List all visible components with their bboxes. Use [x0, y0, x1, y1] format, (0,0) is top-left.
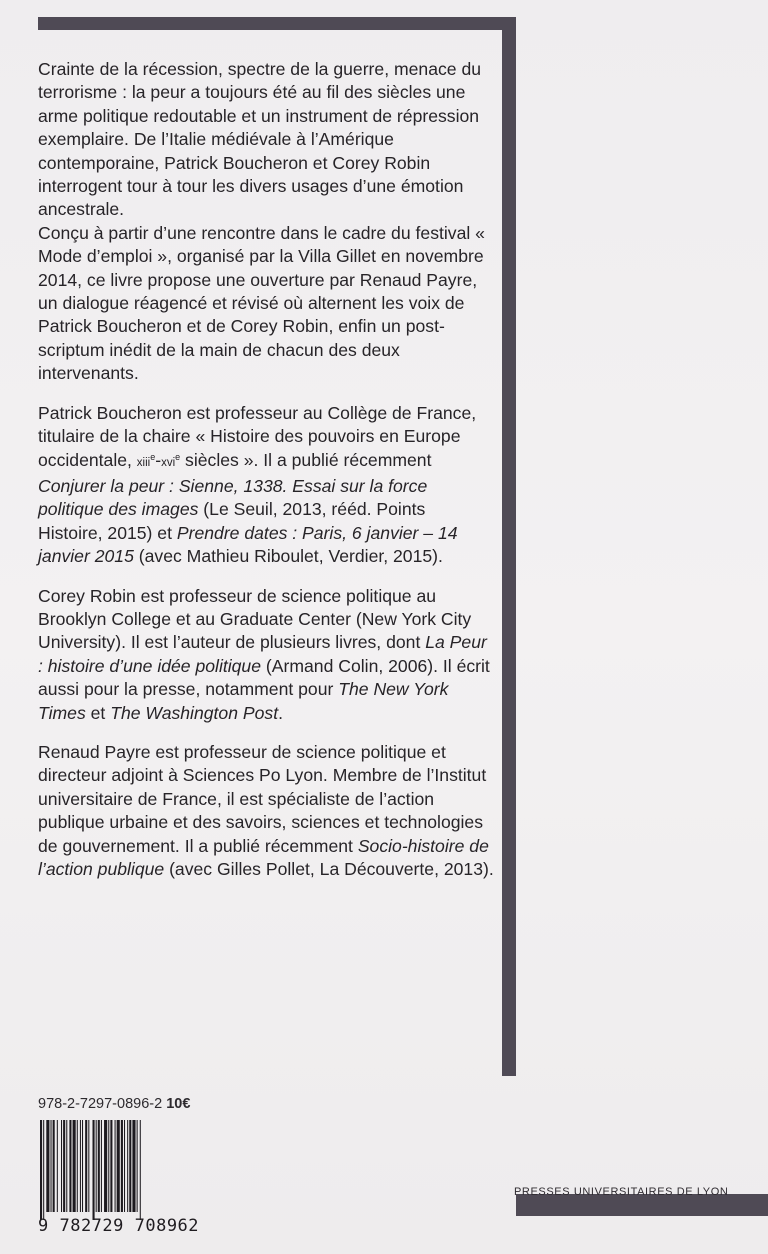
barcode-bar — [93, 1120, 95, 1220]
barcode-bar — [61, 1120, 62, 1212]
isbn-price-line — [38, 1096, 190, 1112]
barcode-bar — [117, 1120, 120, 1212]
barcode-bar — [140, 1120, 141, 1220]
blurb-text — [38, 58, 494, 881]
barcode-bar — [110, 1120, 112, 1212]
barcode-bar — [51, 1120, 52, 1212]
barcode-bar — [127, 1120, 128, 1212]
barcode-bar — [96, 1120, 97, 1212]
barcode-bar — [132, 1120, 135, 1212]
barcode-bar — [101, 1120, 102, 1212]
barcode-bar — [88, 1120, 89, 1212]
barcode-digits: 9 782729 708962 — [38, 1216, 200, 1236]
barcode-bar — [98, 1120, 100, 1212]
bio-robin: Corey Robin est professeur de science politique au Brooklyn College et au Graduate Center (New York City University). Il est l’auteur de plusieurs livres, dont La Peur : histoire d’une idée politique (Armand Colin, 2006). Il écrit aussi pour la presse, notamment pour The New York Times et The Washington Post. — [38, 585, 490, 723]
barcode-bar — [57, 1120, 58, 1212]
barcode-bar — [73, 1120, 76, 1212]
frame-right-bar — [502, 17, 516, 1076]
barcode-bar — [43, 1120, 44, 1220]
barcode-bar — [46, 1120, 49, 1212]
barcode-bar — [115, 1120, 116, 1212]
barcode-bar — [63, 1120, 65, 1212]
barcode-bar — [80, 1120, 81, 1212]
barcode-image — [38, 1120, 196, 1220]
barcode-bar — [66, 1120, 67, 1212]
barcode-bar — [85, 1120, 87, 1212]
barcode-bar — [69, 1120, 71, 1212]
barcode-bar — [108, 1120, 109, 1212]
barcode-bar — [53, 1120, 55, 1212]
barcode-bar — [104, 1120, 107, 1212]
barcode-bar — [129, 1120, 131, 1212]
bio-payre: Renaud Payre est professeur de science politique et directeur adjoint à Sciences Po Lyon. Membre de l’Institut universitaire de France, il est spécialiste de l’action publique urbaine et des savoirs, sciences et technologies de gouvernement. Il a publié récemment Socio-histoire de l’action publique (avec Gilles Pollet, La Découverte, 2013). — [38, 741, 494, 879]
bio-boucheron: Patrick Boucheron est professeur au Collège de France, titulaire de la chaire « Histoire des pouvoirs en Europe occidentale, xiii$^e$-xvi$^e$ siècles ». Il a publié récemment Conjurer la peur : Sienne, 1338. Essai sur la force politique des images (Le Seuil, 2013, rééd. Points Histoire, 2015) et Prendre dates : Paris, 6 janvier – 14 janvier 2015 (avec Mathieu Riboulet, Verdier, 2015). — [38, 402, 477, 567]
barcode-bar — [137, 1120, 138, 1212]
isbn-number: 978-2-7297-0896-2 — [38, 1096, 163, 1112]
barcode-bar — [82, 1120, 83, 1212]
publisher-name: PRESSES UNIVERSITAIRES DE LYON — [514, 1186, 729, 1198]
summary-paragraph-1: Crainte de la récession, spectre de la guerre, menace du terrorisme : la peur a toujours été au fil des siècles une arme politique redoutable et un instrument de répression exemplaire. De l’Italie médiévale à l’Amérique contemporaine, Patrick Boucheron et Corey Robin interrogent tour à tour les divers usages d’une émotion ancestrale. — [38, 59, 482, 220]
barcode-bar — [121, 1120, 123, 1212]
summary-paragraph-2: Conçu à partir d’une rencontre dans le cadre du festival « Mode d’emploi », organisé par la Villa Gillet en novembre 2014, ce livre propose une ouverture par Renaud Payre, un dialogue réagencé et révisé où alternent les voix de Patrick Boucheron et de Corey Robin, enfin un post-scriptum inédit de la main de chacun des deux intervenants. — [38, 222, 485, 384]
price-label: 10€ — [166, 1096, 191, 1112]
barcode-bar — [77, 1120, 78, 1212]
barcode-bar — [124, 1120, 125, 1212]
barcode-bar — [40, 1120, 42, 1220]
frame-top-bar — [38, 17, 516, 30]
